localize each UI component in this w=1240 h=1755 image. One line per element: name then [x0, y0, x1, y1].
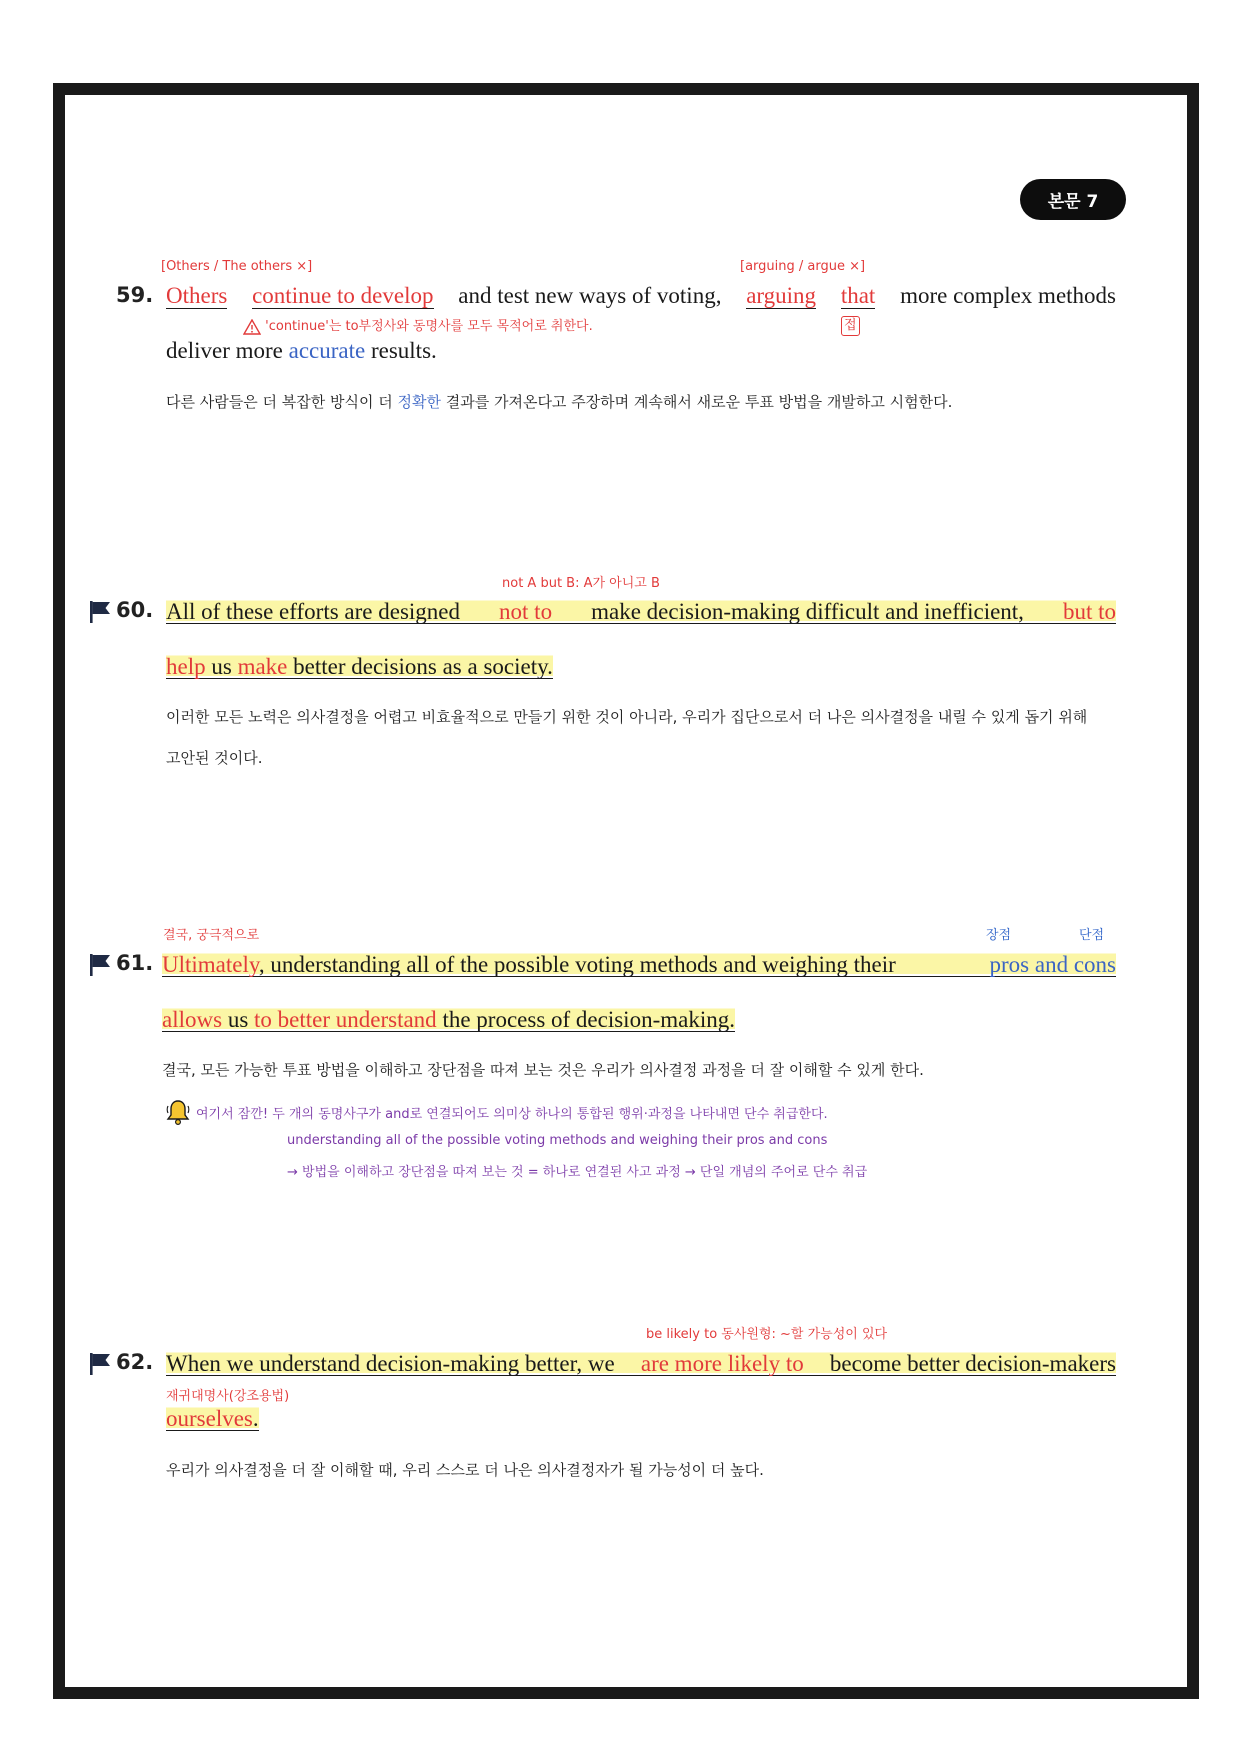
word-allows: allows	[162, 1007, 223, 1032]
text-segment: .	[252, 1406, 259, 1431]
sentence-61-line-2	[162, 1006, 735, 1032]
text-segment: the process of decision-making.	[442, 1007, 735, 1032]
translation-59	[166, 391, 952, 412]
translation-accurate: 정확한	[397, 393, 441, 411]
text-segment: better decisions as a society.	[293, 654, 553, 679]
word-help: help	[166, 654, 206, 679]
phrase-are-more-likely-to: are more likely to	[640, 1351, 804, 1376]
text-segment: All of these efforts are designed	[166, 599, 461, 624]
item-number: 61.	[116, 951, 154, 975]
note-continue	[243, 315, 593, 335]
phrase-pros-and-cons: pros and cons	[989, 952, 1116, 977]
phrase-but-to: but to	[1062, 599, 1116, 624]
bell-icon	[165, 1098, 191, 1126]
word-accurate: accurate	[288, 338, 366, 363]
sentence-59-line-1	[166, 284, 1116, 307]
note-pros: 장점	[986, 928, 1012, 943]
word-others: Others	[166, 283, 228, 308]
note-be-likely-to: be likely to 동사원형: ~할 가능성이 있다	[646, 1327, 888, 1342]
text-segment: deliver more	[166, 338, 283, 363]
note-ultimately: 결국, 궁극적으로	[163, 928, 260, 943]
sentence-61-line-1	[162, 951, 1116, 977]
sentence-60-line-1	[166, 598, 1116, 624]
text-segment: , understanding all of the possible voting methods and weighing their	[258, 952, 896, 977]
word-that: that	[840, 283, 876, 308]
item-number: 60.	[116, 598, 154, 622]
word-ultimately: Ultimately	[162, 952, 259, 977]
warning-icon	[243, 319, 261, 335]
word-us: us	[211, 654, 232, 679]
word-us: us	[227, 1007, 249, 1032]
translation-part: 결과를 가져온다고 주장하며 계속해서 새로운 투표 방법을 개발하고 시험한다.	[440, 393, 953, 411]
sentence-59-line-2	[166, 339, 437, 362]
flag-icon	[89, 1352, 111, 1376]
flag-icon	[89, 953, 111, 977]
text-segment: When we understand decision-making better, we	[166, 1351, 615, 1376]
word-make: make	[237, 654, 288, 679]
sentence-60-line-2	[166, 653, 553, 679]
page-frame	[53, 83, 1199, 1699]
phrase-continue-to-develop: continue to develop	[252, 283, 434, 308]
tip-61-line-1: 여기서 잠깐! 두 개의 동명사구가 and로 연결되어도 의미상 하나의 통합된 행위·과정을 나타내면 단수 취급한다.	[196, 1107, 828, 1122]
text-segment: make decision-making difficult and inefficient,	[591, 599, 1024, 624]
note-others: [Others / The others ×]	[161, 259, 313, 274]
word-arguing: arguing	[746, 283, 817, 308]
section-badge: 본문 7	[1020, 179, 1126, 220]
text-segment: and test new ways of voting,	[458, 283, 722, 308]
item-number: 62.	[116, 1350, 154, 1374]
note-arguing: [arguing / argue ×]	[740, 259, 866, 274]
text-segment: become better decision-makers	[829, 1351, 1116, 1376]
conjunction-badge: 접	[841, 316, 860, 336]
tip-61-line-2: understanding all of the possible voting methods and weighing their pros and cons	[287, 1133, 828, 1148]
note-cons: 단점	[1079, 928, 1105, 943]
text-segment: more complex methods	[900, 283, 1116, 308]
item-number: 59.	[116, 283, 154, 307]
translation-60-line-1: 이러한 모든 노력은 의사결정을 어렵고 비효율적으로 만들기 위한 것이 아니라, 우리가 집단으로서 더 나은 의사결정을 내릴 수 있게 돕기 위해	[166, 708, 1088, 726]
translation-61: 결국, 모든 가능한 투표 방법을 이해하고 장단점을 따져 보는 것은 우리가 의사결정 과정을 더 잘 이해할 수 있게 한다.	[162, 1061, 924, 1079]
translation-part: 다른 사람들은 더 복잡한 방식이 더	[166, 393, 398, 411]
phrase-not-to: not to	[499, 599, 553, 624]
sentence-62-line-1	[166, 1350, 1116, 1376]
text-segment: results.	[370, 338, 437, 363]
note-not-a-but-b: not A but B: A가 아니고 B	[502, 576, 660, 591]
translation-62: 우리가 의사결정을 더 잘 이해할 때, 우리 스스로 더 나은 의사결정자가 될 가능성이 더 높다.	[166, 1461, 764, 1479]
phrase-to-better-understand: to better understand	[254, 1007, 437, 1032]
note-ourselves: 재귀대명사(강조용법)	[166, 1389, 290, 1404]
translation-60-line-2: 고안된 것이다.	[166, 749, 263, 767]
tip-61-line-3: → 방법을 이해하고 장단점을 따져 보는 것 = 하나로 연결된 사고 과정 → 단일 개념의 주어로 단수 취급	[287, 1165, 868, 1180]
note-continue-text: 'continue'는 to부정사와 동명사를 모두 목적어로 취한다.	[265, 319, 593, 334]
flag-icon	[89, 600, 111, 624]
word-ourselves: ourselves	[166, 1406, 253, 1431]
note-conjunction	[841, 314, 860, 336]
sentence-62-line-2	[166, 1405, 259, 1431]
